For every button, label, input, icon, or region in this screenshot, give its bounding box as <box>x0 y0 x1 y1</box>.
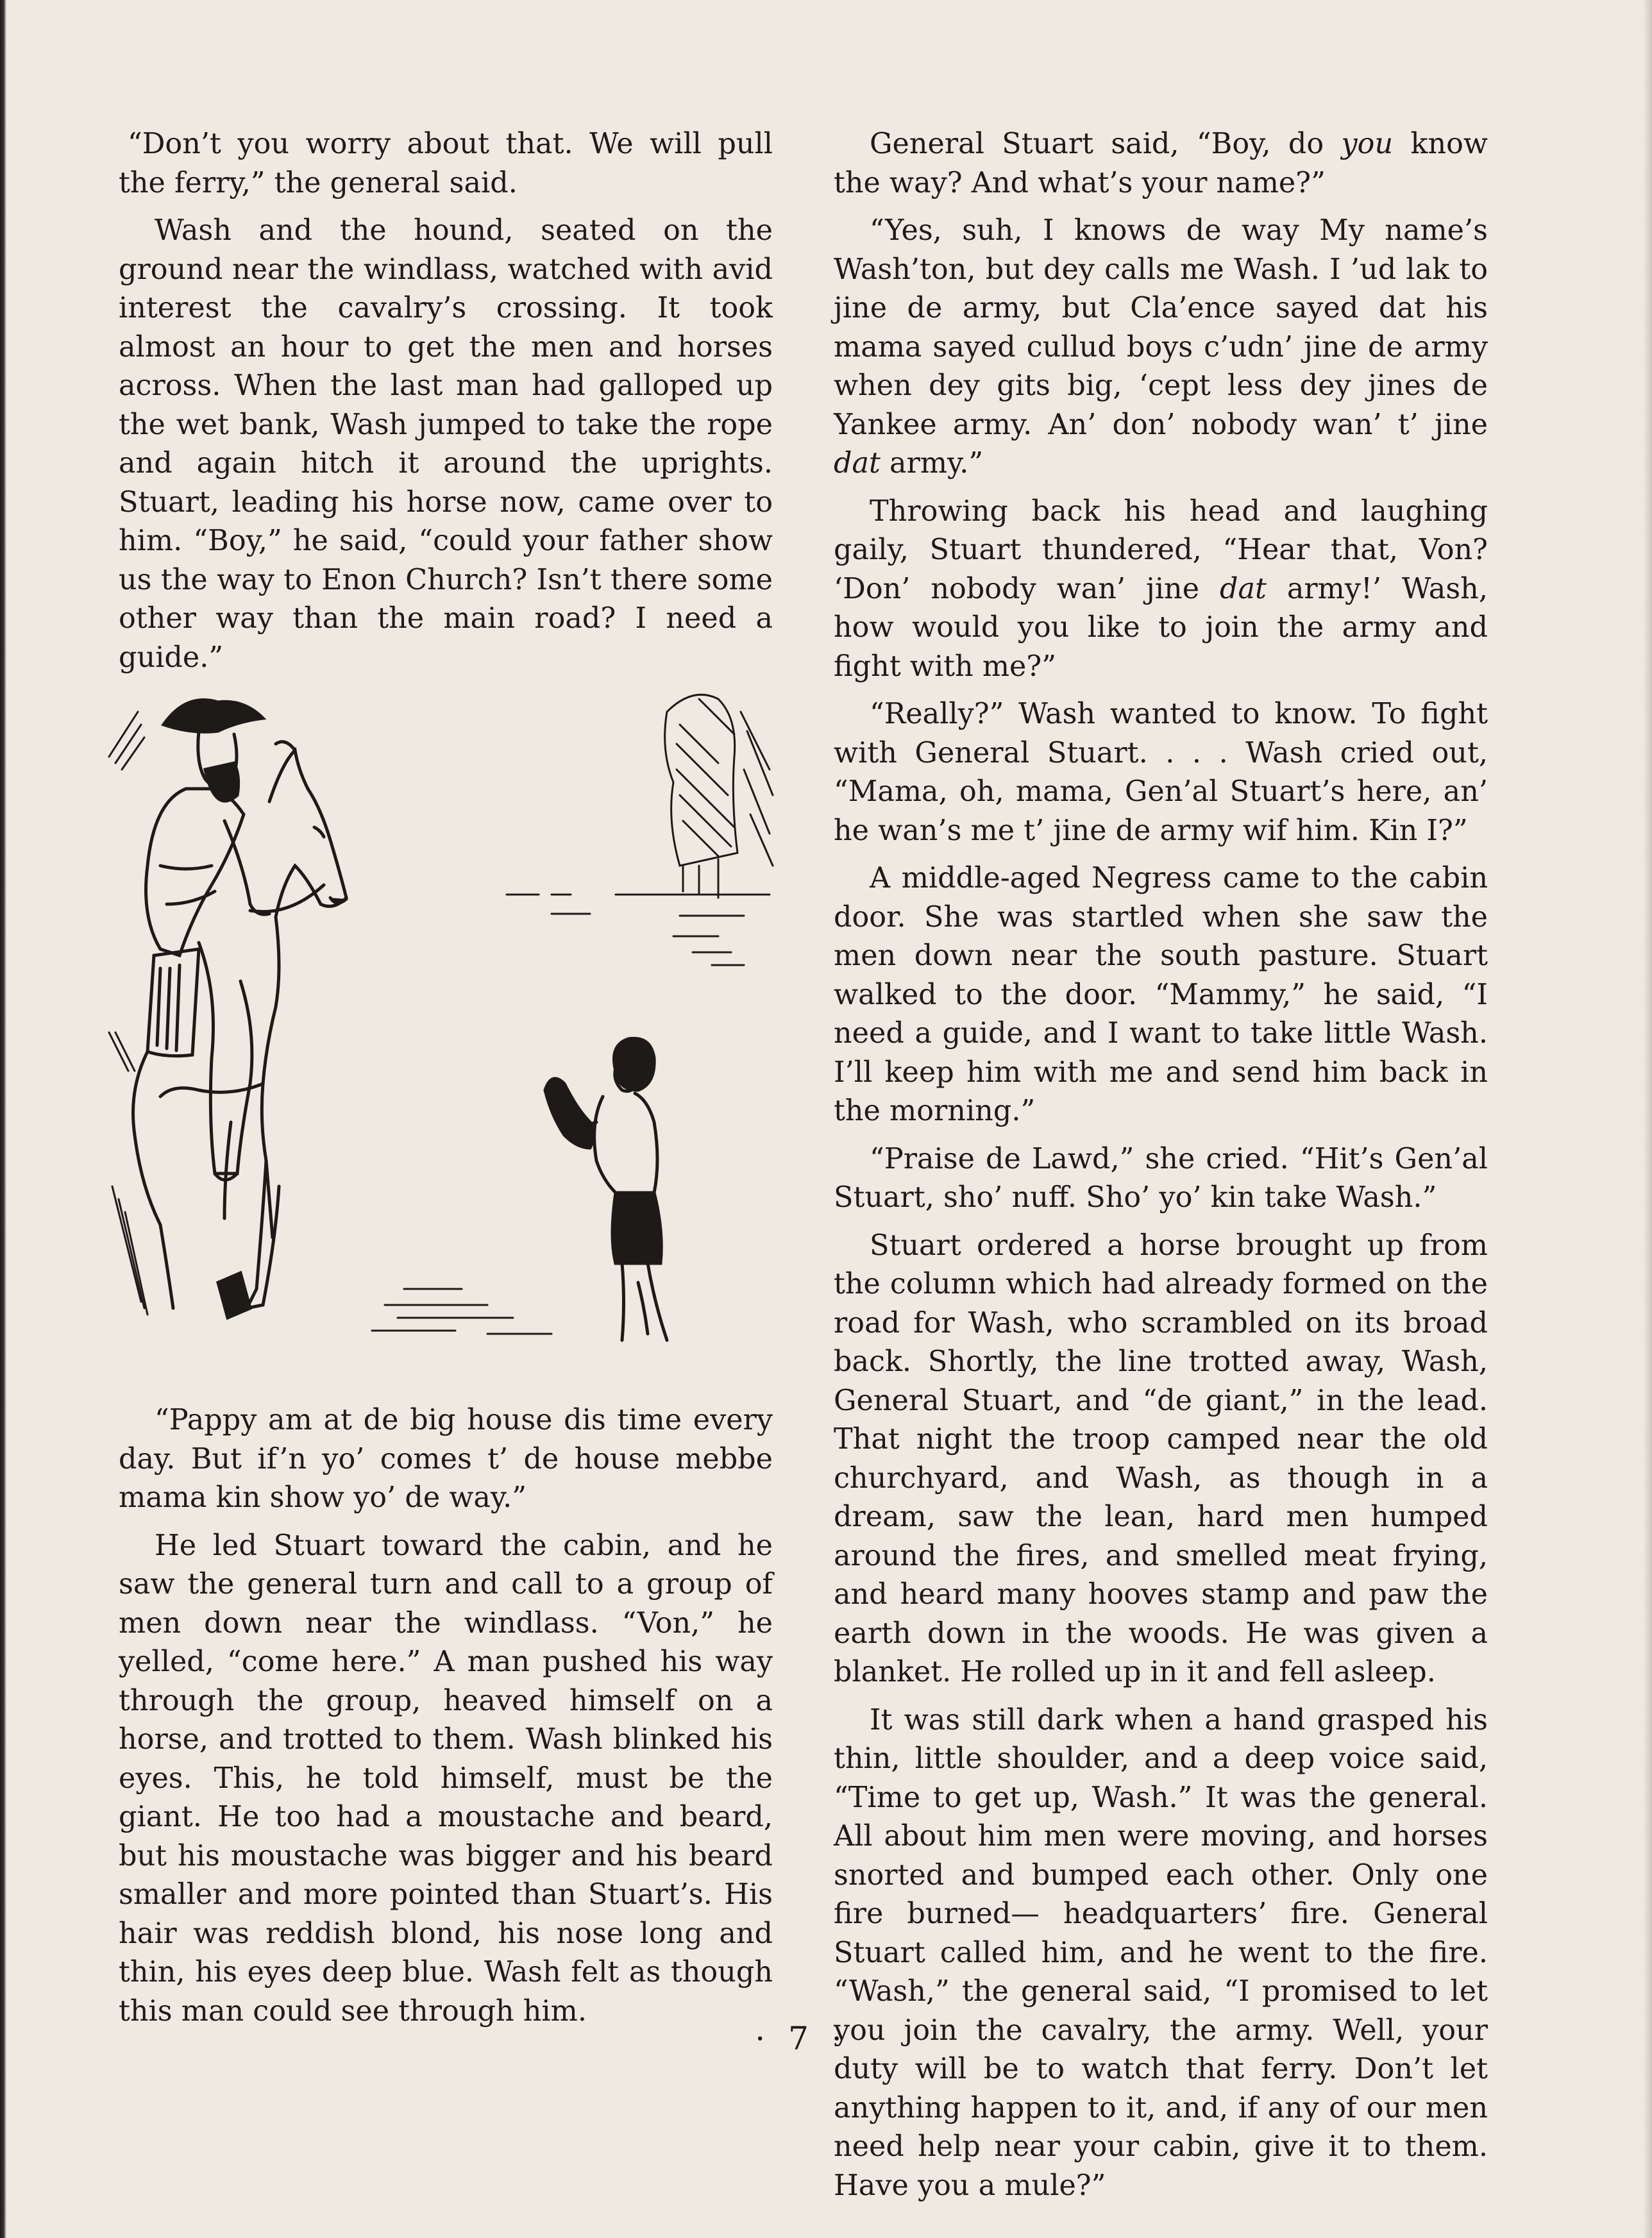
horse-head <box>269 750 346 917</box>
horse-leg-back <box>160 1225 173 1308</box>
boy-head <box>614 1038 655 1090</box>
horizon-lines <box>507 895 770 965</box>
right-paragraph-2-text-a: “Yes, suh, I knows de way My name’s Wash’ton, but dey calls me Wash. I ’ud lak to jine de army, but Cla’ence sayed dat his mama sayed cullud boys c’udn’ jine de army when dey gits big, ‘cept less dey jines de Yankee army. An’ don’ nobody wan’ t’ jine <box>834 214 1488 441</box>
right-paragraph-1 <box>834 125 1488 203</box>
rider-body <box>146 789 244 955</box>
boy-legs <box>622 1263 667 1340</box>
boy-hands <box>545 1079 593 1148</box>
background-trees <box>665 694 773 898</box>
rider-beard <box>205 763 239 801</box>
rider-leg <box>199 943 252 1174</box>
right-paragraph-2 <box>834 212 1488 484</box>
right-paragraph-3-text-b: army!’ Wash, how would you like to join the army and fight with me?” <box>834 572 1488 683</box>
right-paragraph-4: “Really?” Wash wanted to know. To fight with General Stuart. . . . Wash cried out, “Mama, oh, mama, Gen’al Stuart’s here, an’ he wan’s me t’ jine de army wif him. Kin I?” <box>834 698 1488 847</box>
right-paragraph-2-text-b: army.” <box>880 447 984 480</box>
right-paragraph-1-text-b: know the way? And what’s your name?” <box>834 128 1488 199</box>
left-column <box>119 125 773 686</box>
hatching-left <box>109 712 148 1315</box>
left-column-lower <box>119 1401 773 2040</box>
left-paragraph-1: “Don’t you worry about that. We will pull the ferry,” the general said. <box>119 128 773 199</box>
right-paragraph-6: “Praise de Lawd,” she cried. “Hit’s Gen’al Stuart, sho’ nuff. Sho’ yo’ kin take Wash.” <box>834 1142 1488 1214</box>
left-paragraph-3: “Pappy am at de big house dis time every day. But if’n yo’ comes t’ de house mebbe mama kin show yo’ de way.” <box>119 1404 773 1514</box>
right-paragraph-1-emphasis: you <box>1341 128 1394 160</box>
rider-hat <box>164 700 263 732</box>
right-paragraph-3-text-a: Throwing back his head and laughing gaily, Stuart thundered, “Hear that, Von? ‘Don’ nobody wan’ jine <box>834 494 1488 605</box>
illustration-drawing <box>103 673 782 1385</box>
horse-hoof <box>218 1273 250 1318</box>
left-paragraph-4: He led Stuart toward the cabin, and he saw the general turn and call to a group of men down near the windlass. “Von,” he yelled, “come here.” A man pushed his way through the group, heaved himself on a horse, and trotted to them. Wash blinked his eyes. This, he told himself, must be the giant. He too had a moustache and beard, but his moustache was bigger and his beard smaller and more pointed than Stuart’s. His hair was reddish blond, his nose long and thin, his eyes deep blue. Wash felt as though this man could see through him. <box>119 1529 773 2028</box>
ground-lines <box>372 1289 552 1334</box>
page-number: · 7 · <box>755 2020 848 2057</box>
boy-shirt <box>594 1093 657 1193</box>
saddle-blanket <box>148 949 199 1056</box>
right-paragraph-1-text-a: General Stuart said, “Boy, do <box>870 128 1342 160</box>
page-binding-edge <box>0 0 6 2238</box>
left-paragraph-2: Wash and the hound, seated on the ground near the windlass, watched with avid interest the cavalry’s crossing. It took almost an hour to get the men and horses across. When the last man had galloped up the wet bank, Wash jumped to take the rope and again hitch it around the uprights. Stuart, leading his horse now, came over to him. “Boy,” he said, “could your father show us the way to Enon Church? Isn’t there some other way than the main road? I need a guide.” <box>119 214 773 674</box>
right-paragraph-5: A middle-aged Negress came to the cabin door. She was startled when she saw the men down near the south pasture. Stuart walked to the door. “Mammy,” he said, “I need a guide, and I want to take little Wash. I’ll keep him with me and send him back in the morning.” <box>834 862 1488 1127</box>
illustration-stuart-and-wash <box>103 673 782 1385</box>
right-paragraph-3-emphasis: dat <box>1219 572 1267 605</box>
right-column <box>834 125 1488 2214</box>
boy-wash <box>545 1038 667 1340</box>
right-paragraph-7: Stuart ordered a horse brought up from the column which had already formed on the road for Wash, who scrambled on its broad back. Shortly, the line trotted away, Wash, General Stuart, and “de giant,” in the lead. That night the troop camped near the old churchyard, and Wash, as though in a dream, saw the lean, hard men humped around the fires, and smelled meat frying, and heard many hooves stamp and paw the earth down in the woods. He was given a blanket. He rolled up in it and fell asleep. <box>834 1229 1488 1688</box>
boy-pants <box>612 1193 661 1263</box>
page-right-edge <box>1643 0 1652 2238</box>
right-paragraph-2-emphasis: dat <box>834 447 881 480</box>
right-paragraph-3 <box>834 492 1488 687</box>
right-paragraph-8: It was still dark when a hand grasped his thin, little shoulder, and a deep voice said, “Time to get up, Wash.” It was the general. All about him men were moving, and horses snorted and bumped each other. Only one fire burned— headquarters’ fire. General Stuart called him, and he went to the fire. “Wash,” the general said, “I promised to let you join the cavalry, the army. Well, your duty will be to watch that ferry. Don’t let anything happen to it, and, if any of our men need help near your cabin, give it to them. Have you a mule?” <box>834 1703 1488 2202</box>
horse-leg-front <box>247 1161 279 1308</box>
